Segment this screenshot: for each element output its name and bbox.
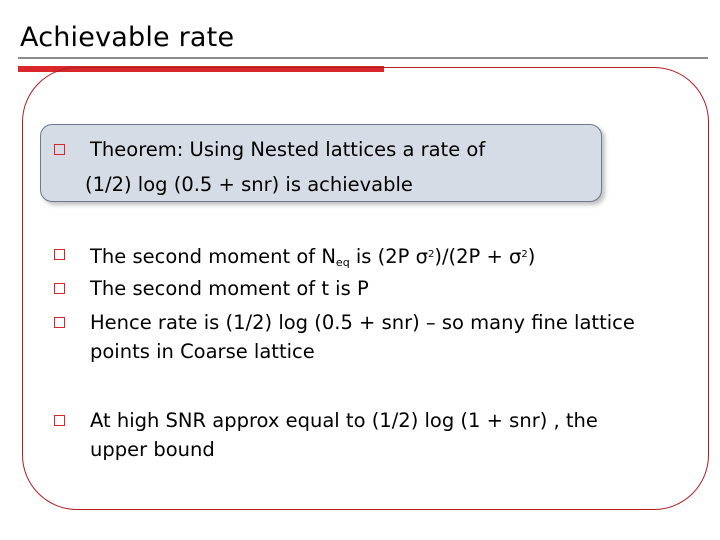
bullet-text-line-2: points in Coarse lattice xyxy=(90,340,315,363)
bullet-text: The second moment of $N_{eq}$ is (2P $\sigma^2)/(2P + \sigma^2)$ xyxy=(90,245,536,269)
theorem-line-2: (1/2) log (0.5 + snr) is achievable xyxy=(85,173,413,196)
bullet-text-line-1: Hence rate is (1/2) log (0.5 + snr) – so many fine lattice xyxy=(90,311,635,334)
square-bullet-icon xyxy=(54,249,65,260)
slide-title: Achievable rate xyxy=(20,22,235,53)
bullet-text-line-1: At high SNR approx equal to (1/2) log (1 + snr) , the xyxy=(90,409,598,432)
square-bullet-icon xyxy=(54,415,65,426)
square-bullet-icon xyxy=(54,283,65,294)
bullet-text-line-2: upper bound xyxy=(90,438,215,461)
bullet-text: The second moment of t is P xyxy=(90,277,369,300)
square-bullet-icon xyxy=(54,144,65,155)
subscript-eq: eq xyxy=(335,256,350,269)
title-divider xyxy=(18,57,708,59)
square-bullet-icon xyxy=(54,317,65,328)
theorem-line-1: Theorem: Using Nested lattices a rate of xyxy=(90,138,486,161)
